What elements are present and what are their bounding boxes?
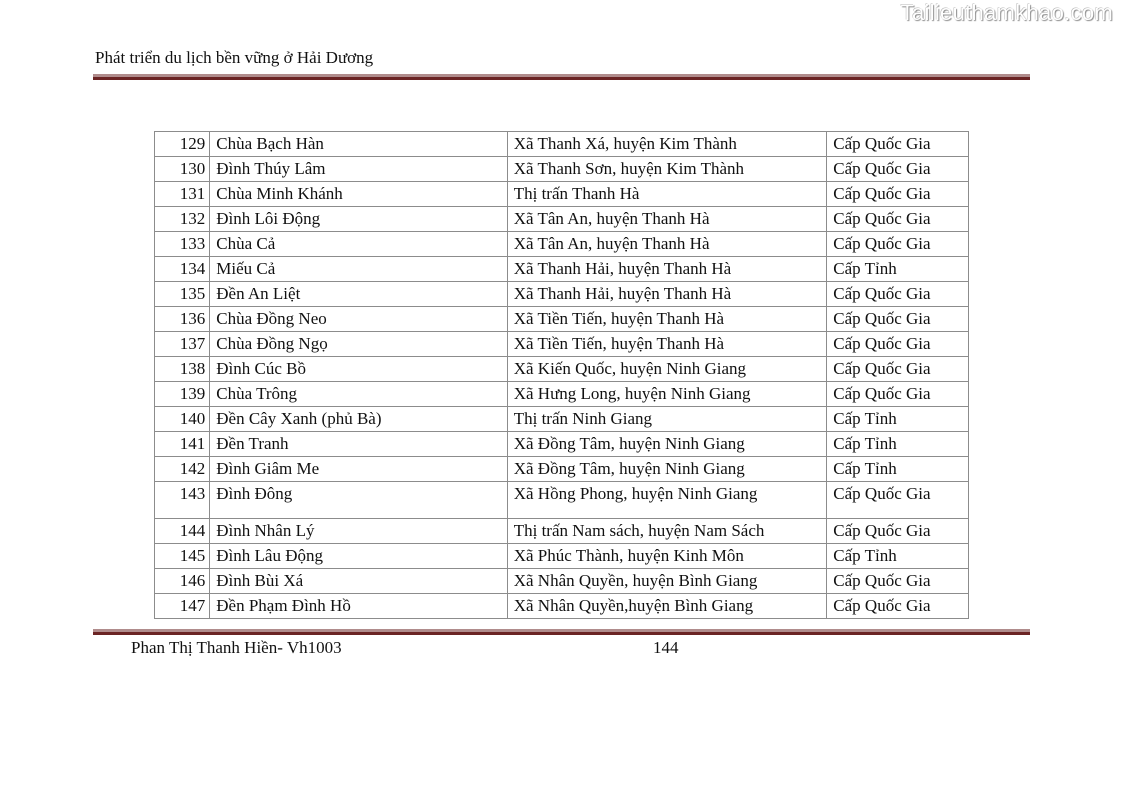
row-number-cell: 141: [155, 432, 210, 457]
relic-level-cell: Cấp Tỉnh: [827, 407, 969, 432]
relic-location-cell: Xã Nhân Quyền,huyện Bình Giang: [507, 594, 827, 619]
table-row: [155, 357, 969, 382]
relic-name-cell: Đình Đông: [210, 482, 507, 519]
row-number-cell: 135: [155, 282, 210, 307]
relic-name-cell: Chùa Trông: [210, 382, 507, 407]
footer-divider-dark: [93, 632, 1030, 635]
relic-name-cell: Miếu Cả: [210, 257, 507, 282]
table-row: [155, 457, 969, 482]
relic-name-cell: Đình Bùi Xá: [210, 569, 507, 594]
row-number-cell: 129: [155, 132, 210, 157]
relic-location-cell: Xã Đồng Tâm, huyện Ninh Giang: [507, 457, 827, 482]
relic-level-cell: Cấp Quốc Gia: [827, 482, 969, 519]
table-row: [155, 132, 969, 157]
relic-name-cell: Đình Nhân Lý: [210, 519, 507, 544]
relic-location-cell: Xã Tân An, huyện Thanh Hà: [507, 232, 827, 257]
table-row: [155, 232, 969, 257]
relic-level-cell: Cấp Tỉnh: [827, 457, 969, 482]
relic-name-cell: Chùa Minh Khánh: [210, 182, 507, 207]
relic-location-cell: Thị trấn Ninh Giang: [507, 407, 827, 432]
relics-table: [154, 131, 969, 619]
relic-location-cell: Xã Tiền Tiến, huyện Thanh Hà: [507, 307, 827, 332]
relic-name-cell: Đền Phạm Đình Hồ: [210, 594, 507, 619]
row-number-cell: 130: [155, 157, 210, 182]
relic-location-cell: Xã Thanh Hải, huyện Thanh Hà: [507, 282, 827, 307]
row-number-cell: 131: [155, 182, 210, 207]
page-number: 144: [653, 638, 679, 657]
relic-level-cell: Cấp Quốc Gia: [827, 307, 969, 332]
relic-name-cell: Chùa Đồng Ngọ: [210, 332, 507, 357]
table-row: [155, 282, 969, 307]
relic-level-cell: Cấp Quốc Gia: [827, 207, 969, 232]
relic-location-cell: Xã Kiến Quốc, huyện Ninh Giang: [507, 357, 827, 382]
watermark-text: Tailieuthamkhao.com: [900, 0, 1113, 25]
row-number-cell: 134: [155, 257, 210, 282]
relic-location-cell: Xã Thanh Hải, huyện Thanh Hà: [507, 257, 827, 282]
relic-name-cell: Chùa Đồng Neo: [210, 307, 507, 332]
table-row: [155, 482, 969, 519]
relic-level-cell: Cấp Quốc Gia: [827, 182, 969, 207]
row-number-cell: 140: [155, 407, 210, 432]
relic-level-cell: Cấp Tỉnh: [827, 432, 969, 457]
relic-location-cell: Xã Đồng Tâm, huyện Ninh Giang: [507, 432, 827, 457]
row-number-cell: 142: [155, 457, 210, 482]
relic-location-cell: Xã Tiền Tiến, huyện Thanh Hà: [507, 332, 827, 357]
row-number-cell: 136: [155, 307, 210, 332]
relic-location-cell: Xã Nhân Quyền, huyện Bình Giang: [507, 569, 827, 594]
table-row: [155, 519, 969, 544]
relic-level-cell: Cấp Quốc Gia: [827, 357, 969, 382]
relic-name-cell: Đền An Liệt: [210, 282, 507, 307]
relic-level-cell: Cấp Quốc Gia: [827, 232, 969, 257]
row-number-cell: 139: [155, 382, 210, 407]
row-number-cell: 137: [155, 332, 210, 357]
relic-name-cell: Đền Cây Xanh (phủ Bà): [210, 407, 507, 432]
footer-author: Phan Thị Thanh Hiền- Vh1003: [131, 638, 342, 657]
relic-name-cell: Đình Lâu Động: [210, 544, 507, 569]
relic-name-cell: Chùa Bạch Hàn: [210, 132, 507, 157]
relic-location-cell: Thị trấn Thanh Hà: [507, 182, 827, 207]
relic-name-cell: Đình Lôi Động: [210, 207, 507, 232]
relic-level-cell: Cấp Quốc Gia: [827, 519, 969, 544]
relic-name-cell: Đình Giâm Me: [210, 457, 507, 482]
relic-name-cell: Đình Cúc Bồ: [210, 357, 507, 382]
table-row: [155, 257, 969, 282]
relic-level-cell: Cấp Quốc Gia: [827, 569, 969, 594]
page-header-title: Phát triển du lịch bền vững ở Hải Dương: [95, 48, 374, 67]
relic-level-cell: Cấp Tỉnh: [827, 544, 969, 569]
footer-divider: [93, 629, 1030, 635]
table-row: [155, 594, 969, 619]
relic-location-cell: Thị trấn Nam sách, huyện Nam Sách: [507, 519, 827, 544]
row-number-cell: 143: [155, 482, 210, 519]
table-row: [155, 407, 969, 432]
relic-location-cell: Xã Thanh Xá, huyện Kim Thành: [507, 132, 827, 157]
table-row: [155, 207, 969, 232]
relic-location-cell: Xã Hồng Phong, huyện Ninh Giang: [507, 482, 827, 519]
row-number-cell: 144: [155, 519, 210, 544]
table-row: [155, 432, 969, 457]
relic-location-cell: Xã Tân An, huyện Thanh Hà: [507, 207, 827, 232]
header-divider-dark: [93, 77, 1030, 80]
table-row: [155, 307, 969, 332]
header-divider: [93, 74, 1030, 80]
table-row: [155, 544, 969, 569]
table-row: [155, 157, 969, 182]
relic-level-cell: Cấp Quốc Gia: [827, 157, 969, 182]
relic-level-cell: Cấp Quốc Gia: [827, 594, 969, 619]
relic-location-cell: Xã Thanh Sơn, huyện Kim Thành: [507, 157, 827, 182]
row-number-cell: 147: [155, 594, 210, 619]
table-row: [155, 382, 969, 407]
relic-level-cell: Cấp Quốc Gia: [827, 382, 969, 407]
row-number-cell: 146: [155, 569, 210, 594]
relic-name-cell: Đền Tranh: [210, 432, 507, 457]
table-row: [155, 569, 969, 594]
relic-level-cell: Cấp Quốc Gia: [827, 282, 969, 307]
relics-table-body: [155, 132, 969, 619]
relic-level-cell: Cấp Quốc Gia: [827, 132, 969, 157]
relic-level-cell: Cấp Tỉnh: [827, 257, 969, 282]
relic-level-cell: Cấp Quốc Gia: [827, 332, 969, 357]
row-number-cell: 133: [155, 232, 210, 257]
row-number-cell: 145: [155, 544, 210, 569]
table-row: [155, 332, 969, 357]
row-number-cell: 138: [155, 357, 210, 382]
relic-location-cell: Xã Hưng Long, huyện Ninh Giang: [507, 382, 827, 407]
table-row: [155, 182, 969, 207]
relic-location-cell: Xã Phúc Thành, huyện Kinh Môn: [507, 544, 827, 569]
relic-name-cell: Đình Thúy Lâm: [210, 157, 507, 182]
row-number-cell: 132: [155, 207, 210, 232]
relic-name-cell: Chùa Cả: [210, 232, 507, 257]
